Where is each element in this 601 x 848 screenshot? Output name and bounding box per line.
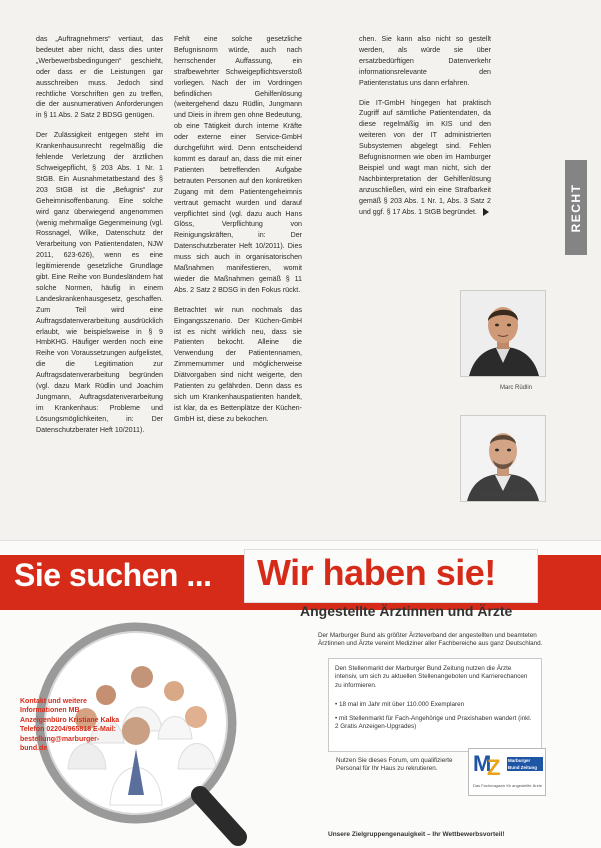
ad-intro-text: Der Marburger Bund als größter Ärzteverband der angestellten und beamteten Ärztinnen und Ärzte vereint Mediziner aller Fachbereiche aus ganz Deutschland. <box>318 632 543 648</box>
author-photo-2 <box>460 415 546 502</box>
ad-headline-right: Wir haben sie! <box>257 552 496 593</box>
ad-subheadline: Angestellte Ärztinnen und Ärzte <box>300 603 513 619</box>
photo-caption: Joachim Jungmann <box>480 492 533 498</box>
paragraph: Der Zulässigkeit entgegen steht im Krankenhausunrecht regelmäßig die fehlende Verletzung der ärztlichen Schweigepflicht, § 203 Abs. 1 Nr. 1 StGB. Ein Ausnahmetatbestand des § 203 StGB ist die „Befugnis“ zur Geheimnisoffenbarung. Eine solche wird ganz überwiegend angenommen (wenig mehrmalige Gegenmeinung (vgl. Rossnagel, Wilke, Datenschutz der Verarbeitung von Patientendaten, NJW 2011, 623-626), wenn es eine legitimierende gesetzliche Grundlage gibt. Eine Reihe von Bundesländern hat solche Normen, häufig in einem Landeskrankenhausgesetz, geschaffen. Zum Teil wird eine Auftragsdatenverarbeitung ausdrücklich erlaubt, wie beispielsweise in § 9 HmbKHG. Häufiger werden noch eine Reihe von Voraussetzungen aufgelistet, die die Legitimation zur Auftragsdatenverarbeitung begründen (vgl. dazu Mark Rüdlin und Joachim Jungmann, Auftragsdatenverarbeitung im Krankenhaus: Probleme und Lösungsmöglichkeiten, in: Der Datenschutzberater Heft 10/2011). <box>36 131 163 434</box>
article-column-2 <box>174 34 302 434</box>
ad-info-box <box>328 658 542 752</box>
ad-contact: Kontakt und weitere Informationen MB Anzeigenbüro Kristiane Kalka Telefon 02204/965818 E-Mail: bestellung@marburger-bund.de <box>20 698 120 753</box>
portrait-image <box>461 291 545 376</box>
logo-tagline: Das Fachmagazin für angestellte Ärzte <box>473 783 542 788</box>
logo-letter-z: Z <box>487 755 501 780</box>
section-tab <box>565 160 587 255</box>
article-column-1 <box>36 34 163 445</box>
ad-headline-left: Sie suchen ... <box>14 557 212 593</box>
marburger-bund-logo <box>468 748 546 796</box>
paragraph: Fehlt eine solche gesetzliche Befugnisnorm würde, auch nach herrschender Auffassung, ein strafbewehrter Schweigepflichtsverstoß vorliegen. Nach der im Vordringen befindlichen Gehilfenlösung (weitergehend dazu Rüdlin, Jungmann und Dieis in ihrem gen ohne Bedeutung, ob eine Tätigkeit durch interne Kräfte oder externe einer Service-GmbH durchgeführt wird. Denn entscheidend kommt es darauf an, dass die mit einer Patienten betreffenden Aufgabe betrauten Personen auf den konkretiken Zugang mit dem Patientengeheimnis vertraut gemacht wurden und darauf verpflichtet sind (vgl. dazu auch Hans Glöss, Verpflichtung von Reinigungskräften, in: Der Datenschutzberater Heft 10/2011). Dies muss sich auch in organisatorischen Maßnahmen manifestieren, womit wieder die Maßnahmen gemäß § 11 Abs. 2 Satz 2 BDSG in den Fokus rückt. <box>174 35 302 294</box>
portrait-image <box>461 416 545 501</box>
paragraph: das „Auftragnehmers“ vertiaut, das bedeutet aber nicht, dass dies unter „Werbewerbsbedingungen“ geschieht, oder dass er die Leistungen gar ausschreiben muss. Jedoch sind rechtliche Vorschriften gen zu treffen, die der ausnumerativen Anforderungen in § 11 Abs. 2 Satz 2 BDSG genügen. <box>36 35 163 120</box>
paragraph <box>359 98 491 218</box>
ad-headline-right-box <box>244 549 538 603</box>
logo-name: Marburger Bund Zeitung <box>507 757 543 771</box>
ad-bullet: • mit Stellenmarkt für Fach-Angehörige und Praxishaben wandert (inkl. 2 Gratis Anzeigen-Upgrades) <box>335 715 532 731</box>
paragraph: Betrachtet wir nun nochmals das Eingangsszenario. Der Küchen-GmbH ist es nicht wirklich neu, dass sie Patienten bekocht. Alleine die Verwendung der Patientennamen, Zimmernummer und möglicherweise Diätvorgaben sind nicht weigerte, den Patienten zu gefährden. Denn dass es sich um Krankenhauspatienten handelt, ist klar, da es Bettenplätze der Küchen-GmbH ist, diese zu bekochen. <box>174 305 302 423</box>
photo-caption: Marc Rüdlin <box>500 385 533 391</box>
paragraph-text: Die IT-GmbH hingegen hat praktisch Zugriff auf sämtliche Patientendaten, da diese regelmäßig im KIS und den weiteren von der IT administrierten Subsystemen abgelegt sind. Fehlen Befugnisnormen wie oben im Hamburger Beispiel und wagt man nicht, sich der Nachbinterpretation der Gehilfenlösung anzuschließen, wird ein eine Strafbarkeit gemäß § 203 Abs. 1 Nr. 1, Abs. 3 Satz 2 und ggf. § 17 Abs. 1 StGB begründet. <box>359 98 491 216</box>
advertisement <box>0 540 601 848</box>
paragraph: chen. Sie kann also nicht so gestellt werden, als würde sie über ersatzbedürftigen Datenverkehr informationsrelevante den Patientenstatus uns dann erfahren. <box>359 35 491 87</box>
logo-letter-m: M <box>473 751 492 776</box>
ad-bullet: • 18 mal im Jahr mit über 110.000 Exemplaren <box>335 701 465 708</box>
ad-cta-text: Nutzen Sie dieses Forum, um qualifizierte Personal für Ihr Haus zu rekrutieren. <box>336 757 453 773</box>
author-photo-1 <box>460 290 546 377</box>
continue-arrow-icon <box>483 208 489 216</box>
section-tab-label: RECHT <box>569 183 583 232</box>
article-column-3 <box>359 34 491 227</box>
ad-footer: Unsere Zielgruppengenauigkeit – Ihr Wettbewerbsvorteil! <box>328 831 505 838</box>
ad-box-text: Den Stellenmarkt der Marburger Bund Zeitung nutzen die Ärzte intensiv, um sich zu aktuellen Stellenangeboten und Karrierechancen zu informieren. <box>335 665 528 689</box>
